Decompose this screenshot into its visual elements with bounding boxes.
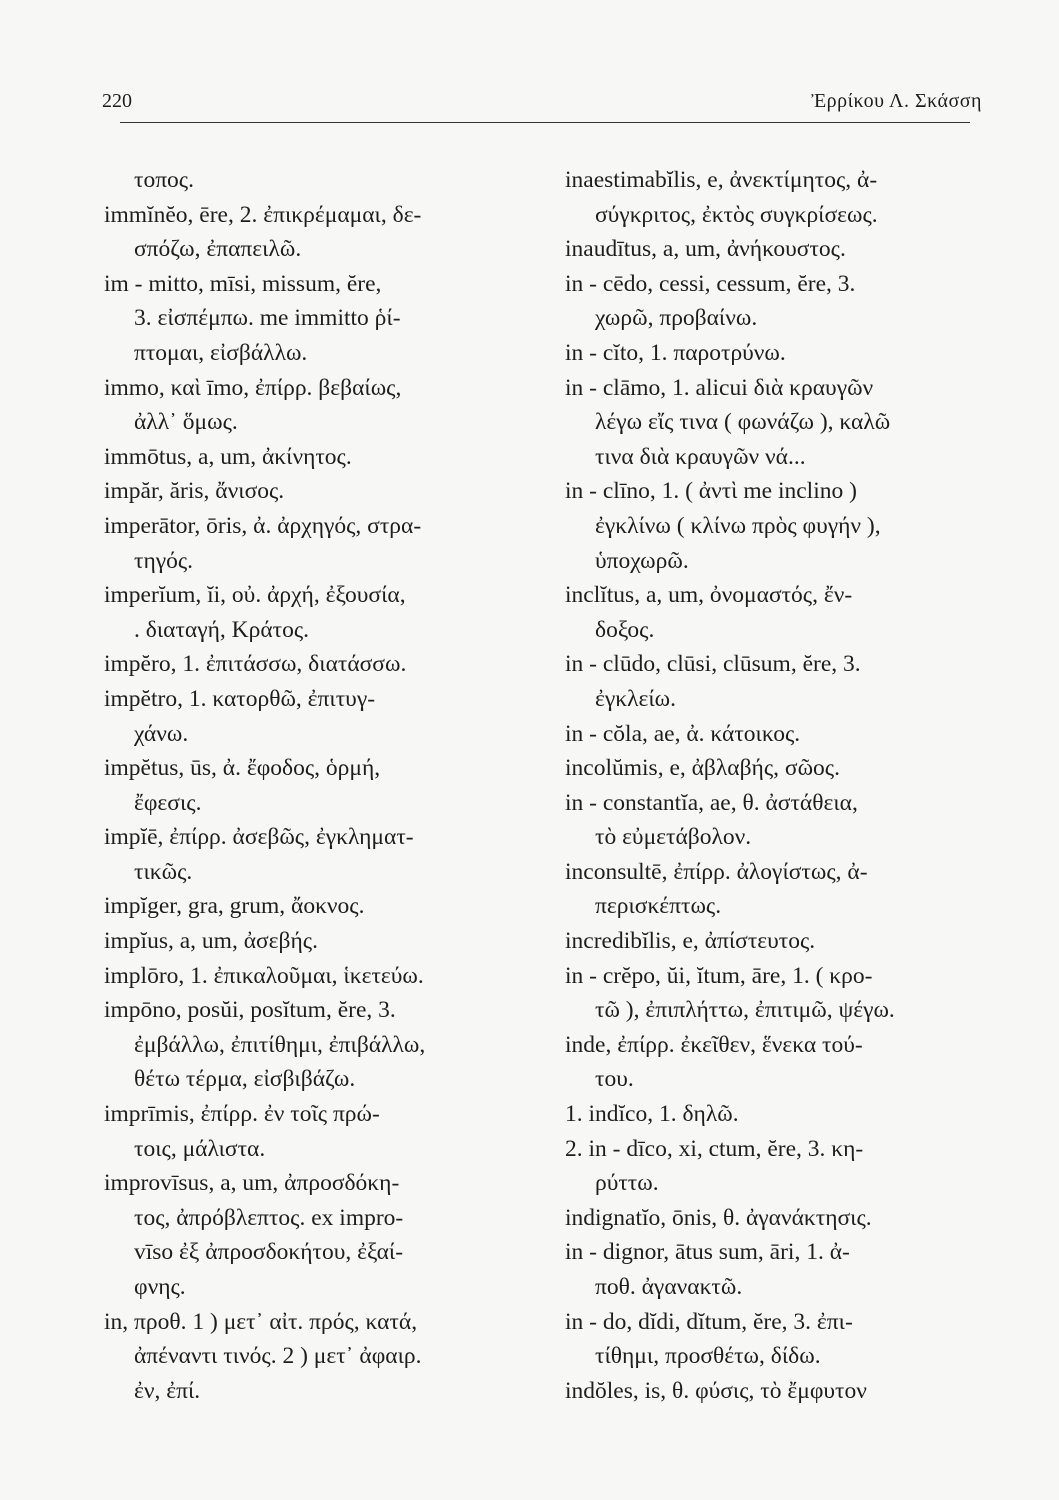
dictionary-line: incredibĭlis, e, ἀπίστευτος. <box>565 928 816 955</box>
dictionary-line: imperĭum, ĭi, οὐ. ἀρχή, ἐξουσία, <box>104 582 406 609</box>
dictionary-line: in - cĭto, 1. παροτρύνω. <box>565 339 786 366</box>
dictionary-line: in - clūdo, clūsi, clūsum, ĕre, 3. <box>565 651 861 678</box>
right-column <box>565 163 997 1408</box>
dictionary-line: ἔφεσις. <box>134 789 202 816</box>
dictionary-line: τῶ ), ἐπιπλήττω, ἐπιτιμῶ, ψέγω. <box>595 997 895 1024</box>
dictionary-line: τος, ἀπρόβλεπτος. ex impro- <box>134 1204 404 1231</box>
dictionary-line: inaudītus, a, um, ἀνήκουστος. <box>565 236 846 263</box>
dictionary-line: in - dignor, ātus sum, āri, 1. ἀ- <box>565 1239 850 1266</box>
dictionary-line: in - clīno, 1. ( ἀντὶ me inclino ) <box>565 478 857 505</box>
running-head-author: Ἐρρίκου Λ. Σκάσση <box>811 90 982 112</box>
dictionary-line: inaestimabĭlis, e, ἀνεκτίμητος, ἀ- <box>565 167 878 193</box>
dictionary-line: 3. εἰσπέμπω. me immitto ῥί- <box>134 305 401 332</box>
dictionary-line: σύγκριτος, ἐκτὸς συγκρίσεως. <box>595 201 878 228</box>
dictionary-line: impōno, posŭi, posĭtum, ĕre, 3. <box>104 997 396 1024</box>
dictionary-line: ἐμβάλλω, ἐπιτίθημι, ἐπιβάλλω, <box>134 1031 426 1058</box>
dictionary-line: τινα διὰ κραυγῶν νά... <box>595 443 806 470</box>
dictionary-line: δοξος. <box>595 616 655 643</box>
dictionary-line: ἐγκλείω. <box>595 685 677 712</box>
running-head <box>102 90 982 118</box>
left-column <box>104 163 539 1408</box>
dictionary-line: θέτω τέρμα, εἰσβιβάζω. <box>134 1066 356 1093</box>
dictionary-line: ἀλλ᾽ ὅμως. <box>134 409 238 436</box>
dictionary-line: in, προθ. 1 ) μετ᾽ αἰτ. πρός, κατά, <box>104 1308 418 1335</box>
dictionary-line: τὸ εὐμετάβολον. <box>595 824 752 851</box>
dictionary-line: impĭger, gra, grum, ἄοκνος. <box>104 893 365 920</box>
dictionary-line: τίθημι, προσθέτω, δίδω. <box>595 1343 821 1370</box>
dictionary-line: impĕtro, 1. κατορθῶ, ἐπιτυγ- <box>104 685 376 712</box>
dictionary-line: in - do, dĭdi, dĭtum, ĕre, 3. ἐπι- <box>565 1308 853 1335</box>
dictionary-line: impĕtus, ūs, ἀ. ἔφοδος, ὁρμή, <box>104 755 381 782</box>
dictionary-line: περισκέπτως. <box>595 893 722 920</box>
dictionary-line: in - cēdo, cessi, cessum, ĕre, 3. <box>565 270 856 297</box>
dictionary-line: 2. in - dīco, xi, ctum, ĕre, 3. κη- <box>565 1135 864 1162</box>
dictionary-line: ὑποχωρῶ. <box>595 547 689 574</box>
dictionary-line: inde, ἐπίρρ. ἐκεῖθεν, ἕνεκα τού- <box>565 1031 863 1058</box>
dictionary-line: λέγω εἴς τινα ( φωνάζω ), καλῶ <box>595 409 891 436</box>
dictionary-line: φνης. <box>134 1274 186 1300</box>
dictionary-line: χάνω. <box>134 720 189 747</box>
dictionary-line: τηγός. <box>134 547 194 574</box>
dictionary-line: impĭus, a, um, ἀσεβής. <box>104 928 318 955</box>
header-rule <box>120 122 970 123</box>
dictionary-line: in - constantĭa, ae, θ. ἀστάθεια, <box>565 789 858 816</box>
dictionary-line: ἐν, ἐπί. <box>134 1377 201 1404</box>
dictionary-line: impăr, ăris, ἄνισος. <box>104 478 285 505</box>
dictionary-line: inconsultē, ἐπίρρ. ἀλογίστως, ἀ- <box>565 858 868 885</box>
dictionary-line: immĭnĕo, ēre, 2. ἐπικρέμαμαι, δε- <box>104 201 422 228</box>
dictionary-line: τοπος. <box>134 167 194 193</box>
dictionary-line: indignatĭo, ōnis, θ. ἀγανάκτησις. <box>565 1204 872 1231</box>
dictionary-line: τοις, μάλιστα. <box>134 1135 266 1162</box>
dictionary-line: in - cŏla, ae, ἀ. κάτοικος. <box>565 720 801 747</box>
dictionary-line: immo, καὶ īmo, ἐπίρρ. βεβαίως, <box>104 374 402 401</box>
dictionary-line: incolŭmis, e, ἀβλαβής, σῶος. <box>565 755 840 782</box>
dictionary-line: σπόζω, ἐπαπειλῶ. <box>134 236 302 263</box>
dictionary-line: impĕro, 1. ἐπιτάσσω, διατάσσω. <box>104 651 407 678</box>
dictionary-line: inclĭtus, a, um, ὀνομαστός, ἔν- <box>565 582 853 609</box>
dictionary-line: του. <box>595 1066 634 1093</box>
page-number: 220 <box>102 90 132 112</box>
dictionary-line: πτομαι, εἰσβάλλω. <box>134 339 308 366</box>
dictionary-line: indŏles, is, θ. φύσις, τὸ ἔμφυτον <box>565 1377 867 1404</box>
dictionary-line: χωρῶ, προβαίνω. <box>595 305 758 332</box>
dictionary-line: ἐγκλίνω ( κλίνω πρὸς φυγήν ), <box>595 512 881 539</box>
dictionary-line: improvīsus, a, um, ἀπροσδόκη- <box>104 1170 400 1197</box>
dictionary-line: in - clāmo, 1. alicui διὰ κραυγῶν <box>565 374 874 401</box>
dictionary-line: 1. indĭco, 1. δηλῶ. <box>565 1101 739 1128</box>
dictionary-line: immōtus, a, um, ἀκίνητος. <box>104 443 352 470</box>
dictionary-line: impĭē, ἐπίρρ. ἀσεβῶς, ἐγκληματ- <box>104 824 414 851</box>
dictionary-line: ρύττω. <box>595 1170 659 1197</box>
dictionary-line: in - crĕpo, ŭi, ĭtum, āre, 1. ( κρο- <box>565 962 873 989</box>
dictionary-line: vīso ἐξ ἀπροσδοκήτου, ἐξαί- <box>134 1239 404 1266</box>
dictionary-line: τικῶς. <box>134 858 193 885</box>
dictionary-line: ποθ. ἀγανακτῶ. <box>595 1274 743 1300</box>
dictionary-line: implōro, 1. ἐπικαλοῦμαι, ἱκετεύω. <box>104 962 424 989</box>
dictionary-line: imperātor, ōris, ἀ. ἀρχηγός, στρα- <box>104 512 422 539</box>
dictionary-line: im - mitto, mīsi, missum, ĕre, <box>104 270 382 297</box>
dictionary-line: . διαταγή, Κράτος. <box>134 616 310 643</box>
dictionary-line: imprīmis, ἐπίρρ. ἐν τοῖς πρώ- <box>104 1101 380 1128</box>
dictionary-line: ἀπέναντι τινός. 2 ) μετ᾽ ἀφαιρ. <box>134 1343 422 1370</box>
